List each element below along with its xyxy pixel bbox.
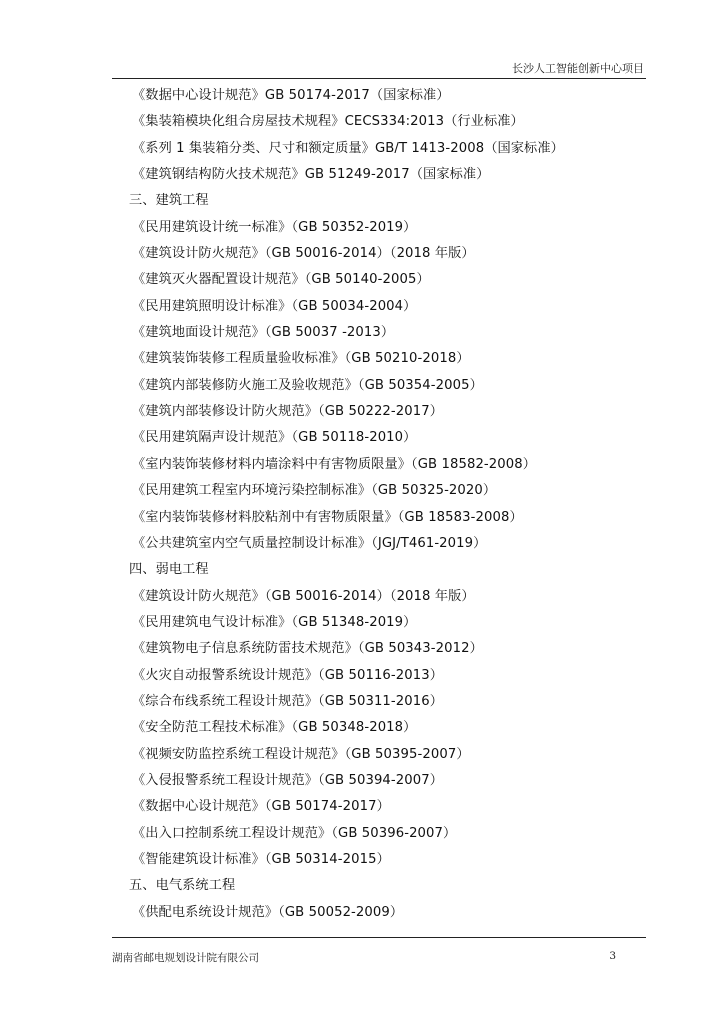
header-project-title: 长沙人工智能创新中心项目 xyxy=(512,62,644,75)
standard-item: 《建筑灭火器配置设计规范》（GB 50140-2005） xyxy=(132,272,430,288)
section-heading: 五、电气系统工程 xyxy=(129,878,236,894)
footer-organization: 湖南省邮电规划设计院有限公司 xyxy=(112,952,259,964)
standard-item: 《民用建筑照明设计标准》（GB 50034-2004） xyxy=(132,298,417,314)
standard-item: 《建筑内部装修防火施工及验收规范》（GB 50354-2005） xyxy=(132,377,483,393)
standard-item: 《数据中心设计规范》GB 50174-2017（国家标准） xyxy=(132,88,450,103)
standard-item: 《安全防范工程技术标准》（GB 50348-2018） xyxy=(132,720,417,736)
standard-item: 《出入口控制系统工程设计规范》（GB 50396-2007） xyxy=(132,825,457,841)
standard-item: 《系列 1 集装箱分类、尺寸和额定质量》GB/T 1413-2008（国家标准） xyxy=(132,140,564,156)
section-heading: 四、弱电工程 xyxy=(129,562,209,578)
standard-item: 《建筑内部装修设计防火规范》（GB 50222-2017） xyxy=(132,404,444,420)
standard-item: 《公共建筑室内空气质量控制设计标准》（JGJ/T461-2019） xyxy=(132,535,487,551)
standard-item: 《视频安防监控系统工程设计规范》（GB 50395-2007） xyxy=(132,746,470,762)
standard-item: 《建筑设计防火规范》（GB 50016-2014）（2018 年版） xyxy=(132,588,475,604)
standard-item: 《火灾自动报警系统设计规范》（GB 50116-2013） xyxy=(132,667,444,683)
page-number: 3 xyxy=(609,950,616,962)
standard-item: 《综合布线系统工程设计规范》（GB 50311-2016） xyxy=(132,693,444,709)
standard-item: 《智能建筑设计标准》（GB 50314-2015） xyxy=(132,851,390,867)
standard-item: 《民用建筑设计统一标准》（GB 50352-2019） xyxy=(132,219,417,235)
standard-item: 《建筑物电子信息系统防雷技术规范》（GB 50343-2012） xyxy=(132,641,483,657)
document-body xyxy=(129,83,672,926)
standard-item: 《民用建筑电气设计标准》（GB 51348-2019） xyxy=(132,614,417,630)
standard-item: 《入侵报警系统工程设计规范》（GB 50394-2007） xyxy=(132,772,444,788)
section-heading: 三、建筑工程 xyxy=(129,193,209,209)
standard-item: 《建筑设计防火规范》（GB 50016-2014）（2018 年版） xyxy=(132,246,475,262)
standard-item: 《建筑装饰装修工程质量验收标准》（GB 50210-2018） xyxy=(132,351,470,367)
standard-item: 《民用建筑工程室内环境污染控制标准》（GB 50325-2020） xyxy=(132,483,497,499)
standard-item: 《供配电系统设计规范》（GB 50052-2009） xyxy=(132,904,404,920)
standard-item: 《室内装饰装修材料内墙涂料中有害物质限量》（GB 18582-2008） xyxy=(132,456,537,472)
standard-item: 《室内装饰装修材料胶粘剂中有害物质限量》（GB 18583-2008） xyxy=(132,509,523,525)
standard-item: 《数据中心设计规范》（GB 50174-2017） xyxy=(132,799,390,815)
standard-item: 《建筑钢结构防火技术规范》GB 51249-2017（国家标准） xyxy=(132,167,490,183)
page-header xyxy=(112,58,646,79)
standard-item: 《民用建筑隔声设计规范》（GB 50118-2010） xyxy=(132,430,417,446)
standard-item: 《建筑地面设计规范》（GB 50037 -2013） xyxy=(132,325,395,341)
page-footer xyxy=(112,937,646,968)
standard-item: 《集装箱模块化组合房屋技术规程》CECS334:2013（行业标准） xyxy=(132,114,524,130)
